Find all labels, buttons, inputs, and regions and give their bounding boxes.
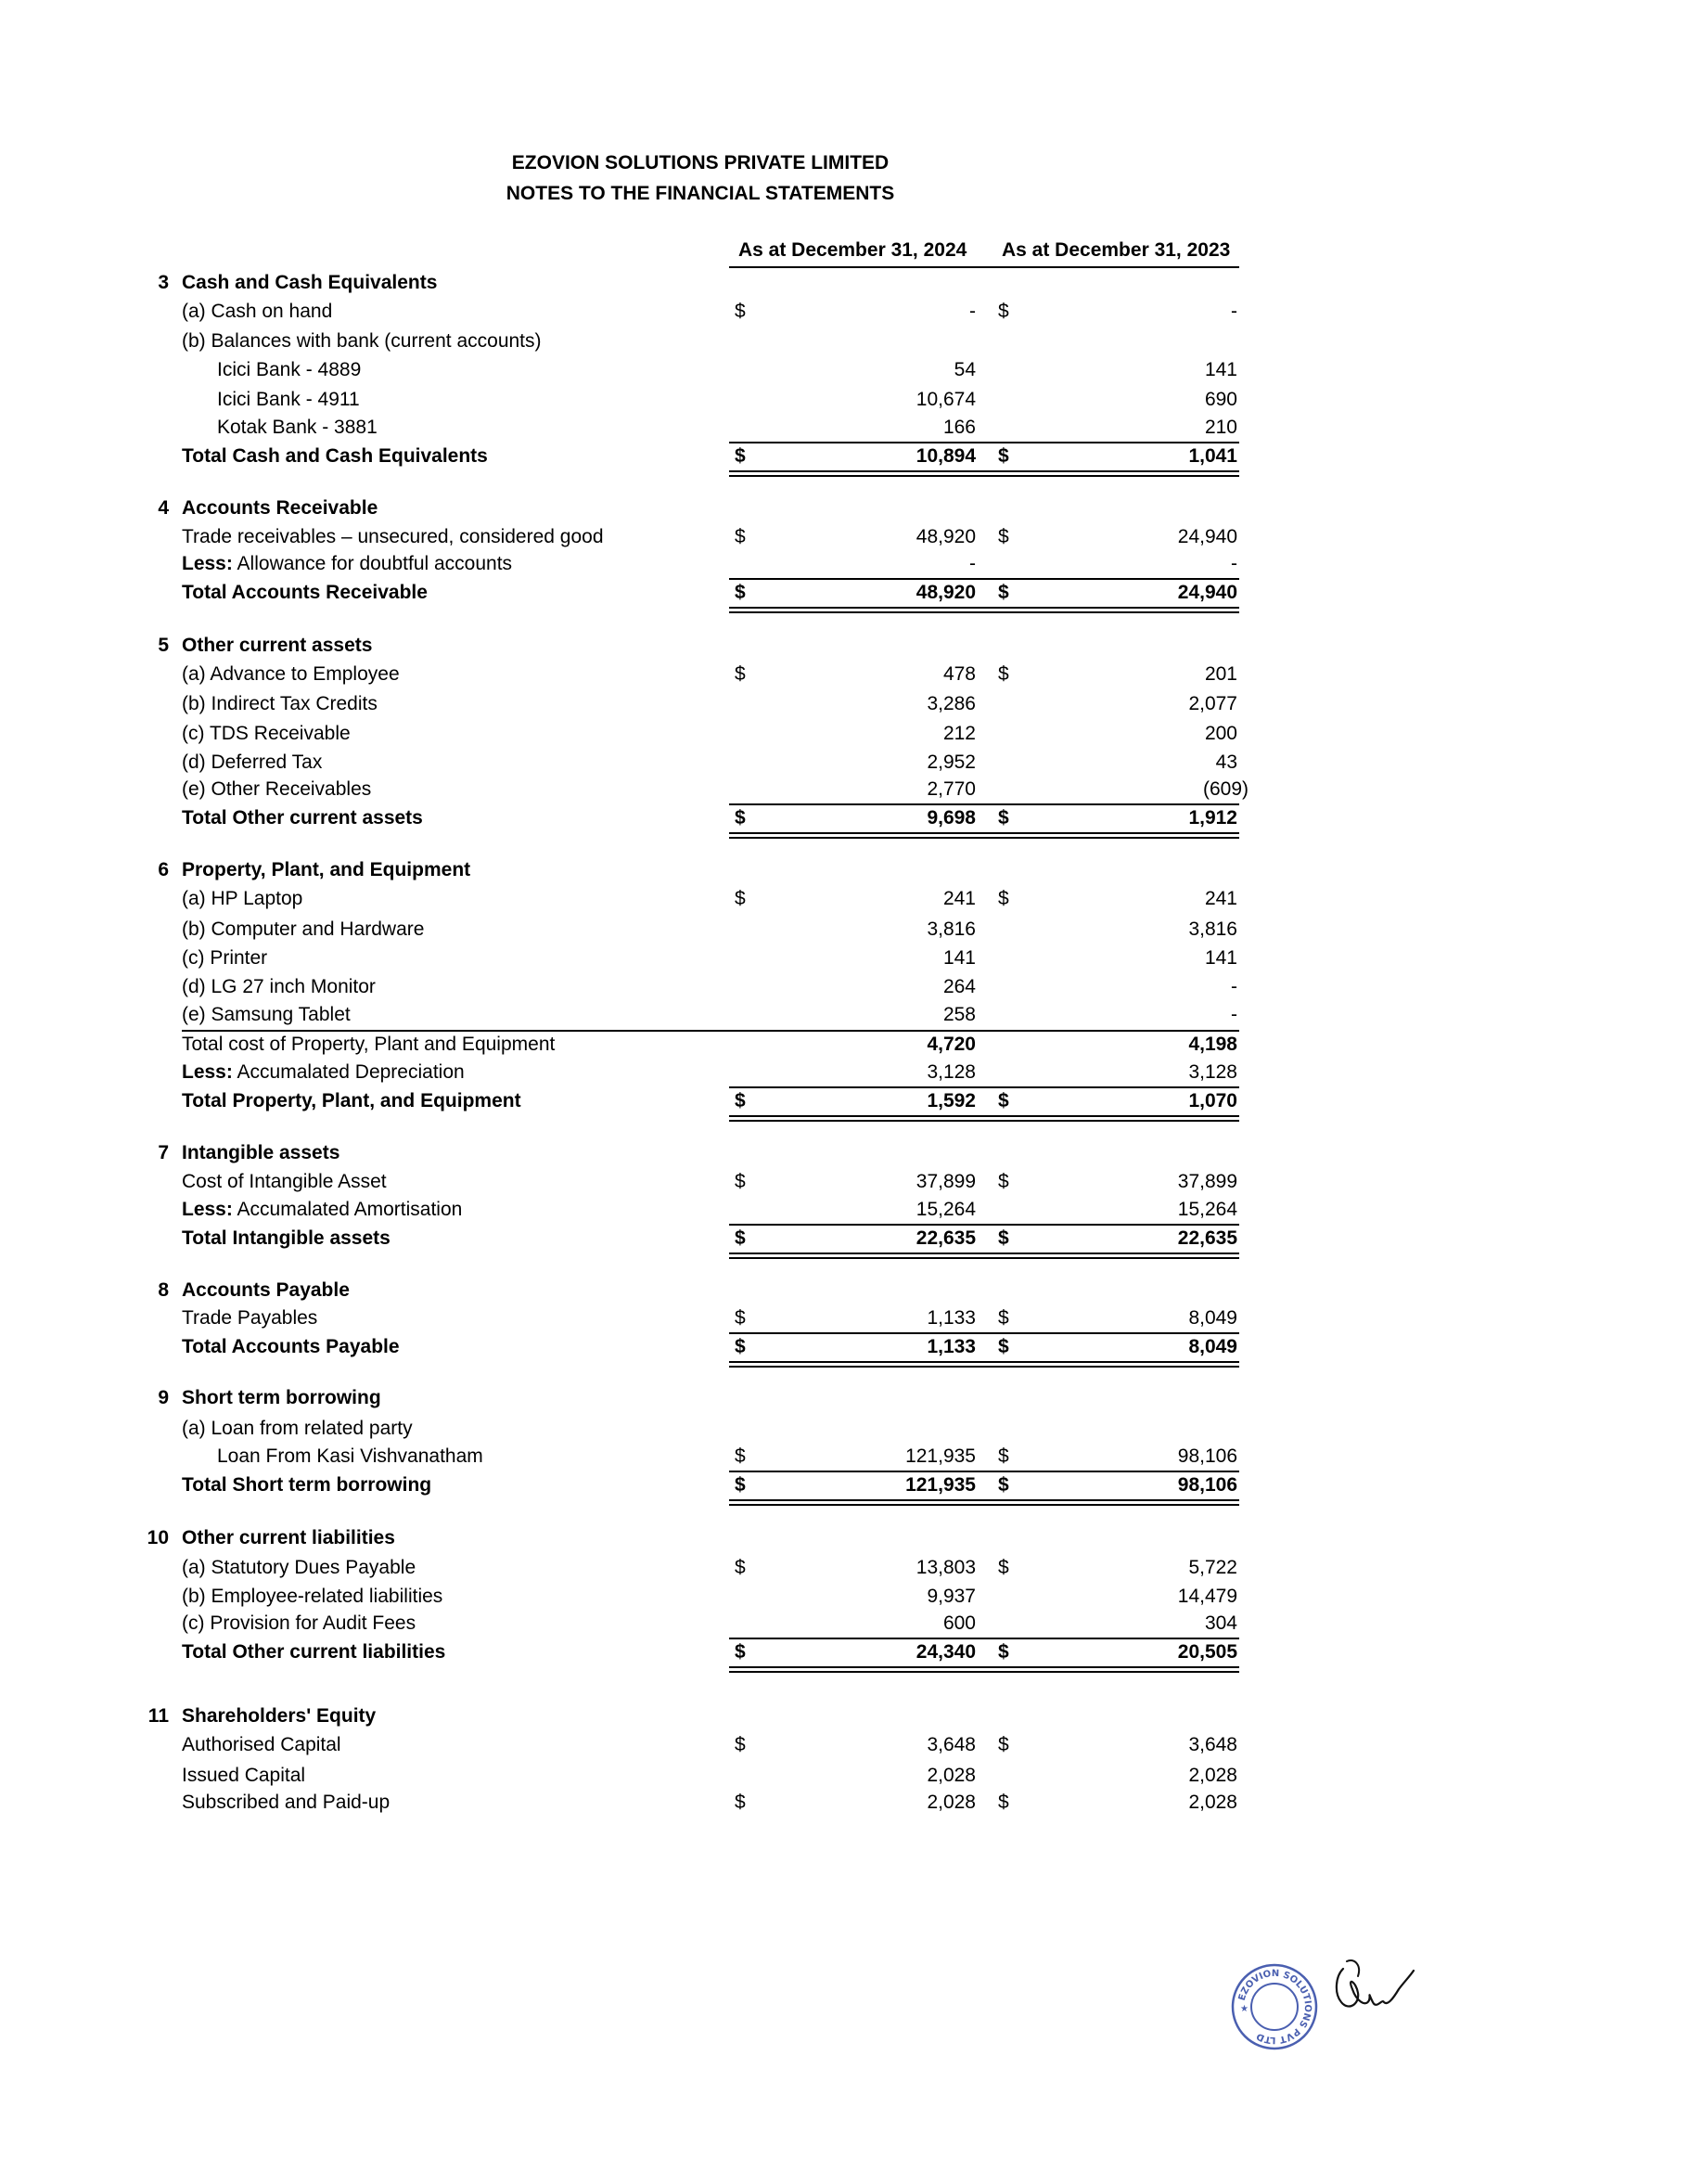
note-8-double-underline [729, 1361, 1239, 1368]
note-3-total: Total Cash and Cash Equivalents $ 10,894 $ 1,041 [182, 445, 1237, 467]
note-4-double-underline [729, 607, 1239, 613]
note-7-double-underline [729, 1253, 1239, 1259]
note-5-heading: 5 Other current assets [158, 635, 373, 656]
column-header-2023: As at December 31, 2023 [1002, 239, 1231, 261]
note-3-heading: 3 Cash and Cash Equivalents [158, 272, 438, 293]
note-6-computer-hardware: (b) Computer and Hardware 3,816 3,816 [182, 919, 1237, 940]
page-subtitle: NOTES TO THE FINANCIAL STATEMENTS [506, 183, 895, 204]
note-6-hp-laptop: (a) HP Laptop $ 241 $ 241 [182, 888, 1237, 909]
note-11-heading: 11 Shareholders' Equity [147, 1705, 377, 1727]
note-4-total: Total Accounts Receivable $ 48,920 $ 24,940 [182, 582, 1237, 603]
note-3-kotak-3881: Kotak Bank - 3881 166 210 [217, 417, 1237, 438]
note-6-lg-monitor: (d) LG 27 inch Monitor 264 - [182, 976, 1237, 997]
note-5-total: Total Other current assets $ 9,698 $ 1,912 [182, 807, 1237, 829]
note-3-icici-4911: Icici Bank - 4911 10,674 690 [217, 389, 1237, 410]
note-3-double-underline [729, 470, 1239, 477]
note-4-allowance: Less: Allowance for doubtful accounts - - [182, 553, 1237, 574]
note-6-samsung-tablet: (e) Samsung Tablet 258 - [182, 1004, 1237, 1025]
note-5-advance-employee: (a) Advance to Employee $ 478 $ 201 [182, 663, 1237, 685]
note-10-double-underline [729, 1666, 1239, 1673]
note-3-balances-heading: (b) Balances with bank (current accounts) [182, 330, 542, 352]
note-9-loan-kasi: Loan From Kasi Vishvanatham $ 121,935 $ 98,106 [217, 1445, 1237, 1467]
note-6-total-cost: Total cost of Property, Plant and Equipment 4,720 4,198 [182, 1034, 1237, 1055]
note-11-subscribed-paid-up: Subscribed and Paid-up $ 2,028 $ 2,028 [182, 1792, 1237, 1813]
svg-text:★: ★ [1240, 2004, 1248, 2014]
note-8-trade-payables: Trade Payables $ 1,133 $ 8,049 [182, 1307, 1237, 1329]
note-11-issued-capital: Issued Capital 2,028 2,028 [182, 1765, 1237, 1786]
note-9-related-party-heading: (a) Loan from related party [182, 1418, 413, 1439]
column-header-2024: As at December 31, 2024 [738, 239, 967, 261]
note-6-double-underline [729, 1115, 1239, 1122]
note-10-employee-liabilities: (b) Employee-related liabilities 9,937 14,479 [182, 1586, 1237, 1607]
note-7-heading: 7 Intangible assets [158, 1142, 340, 1163]
note-4-heading: 4 Accounts Receivable [158, 497, 378, 519]
header-underline [729, 266, 1239, 268]
note-7-amortisation: Less: Accumalated Amortisation 15,264 15,264 [182, 1199, 1237, 1220]
note-6-heading: 6 Property, Plant, and Equipment [158, 859, 471, 880]
note-9-double-underline [729, 1499, 1239, 1506]
svg-text:EZOVION SOLUTIONS PVT LTD: EZOVION SOLUTIONS PVT LTD [1236, 1968, 1313, 2046]
note-4-trade-receivables: Trade receivables – unsecured, considered good $ 48,920 $ 24,940 [182, 526, 1237, 547]
note-8-heading: 8 Accounts Payable [158, 1279, 350, 1301]
note-5-deferred-tax: (d) Deferred Tax 2,952 43 [182, 752, 1237, 773]
note-5-other-receivables: (e) Other Receivables 2,770 (609) [182, 778, 1248, 800]
note-10-heading: 10 Other current liabilities [147, 1527, 395, 1548]
note-9-heading: 9 Short term borrowing [158, 1387, 381, 1408]
note-7-cost: Cost of Intangible Asset $ 37,899 $ 37,899 [182, 1171, 1237, 1192]
note-10-total: Total Other current liabilities $ 24,340 $ 20,505 [182, 1641, 1237, 1663]
company-seal-icon [1231, 1963, 1318, 2050]
note-6-total: Total Property, Plant, and Equipment $ 1,592 $ 1,070 [182, 1090, 1237, 1111]
note-5-indirect-tax: (b) Indirect Tax Credits 3,286 2,077 [182, 693, 1237, 714]
signature-icon [1326, 1948, 1419, 2041]
note-7-total: Total Intangible assets $ 22,635 $ 22,635 [182, 1227, 1237, 1249]
note-10-statutory-dues: (a) Statutory Dues Payable $ 13,803 $ 5,722 [182, 1557, 1237, 1578]
note-6-printer: (c) Printer 141 141 [182, 947, 1237, 969]
note-8-total: Total Accounts Payable $ 1,133 $ 8,049 [182, 1336, 1237, 1357]
note-11-authorised-capital: Authorised Capital $ 3,648 $ 3,648 [182, 1734, 1237, 1755]
note-9-total: Total Short term borrowing $ 121,935 $ 98,106 [182, 1474, 1237, 1496]
company-name: EZOVION SOLUTIONS PRIVATE LIMITED [511, 152, 890, 173]
note-6-depreciation: Less: Accumalated Depreciation 3,128 3,128 [182, 1061, 1237, 1083]
note-5-double-underline [729, 832, 1239, 839]
note-5-tds-receivable: (c) TDS Receivable 212 200 [182, 723, 1237, 744]
note-3-icici-4889: Icici Bank - 4889 54 141 [217, 359, 1237, 380]
note-3-cash-on-hand: (a) Cash on hand $ - $ - [182, 301, 1237, 322]
note-10-audit-fees: (c) Provision for Audit Fees 600 304 [182, 1612, 1237, 1634]
